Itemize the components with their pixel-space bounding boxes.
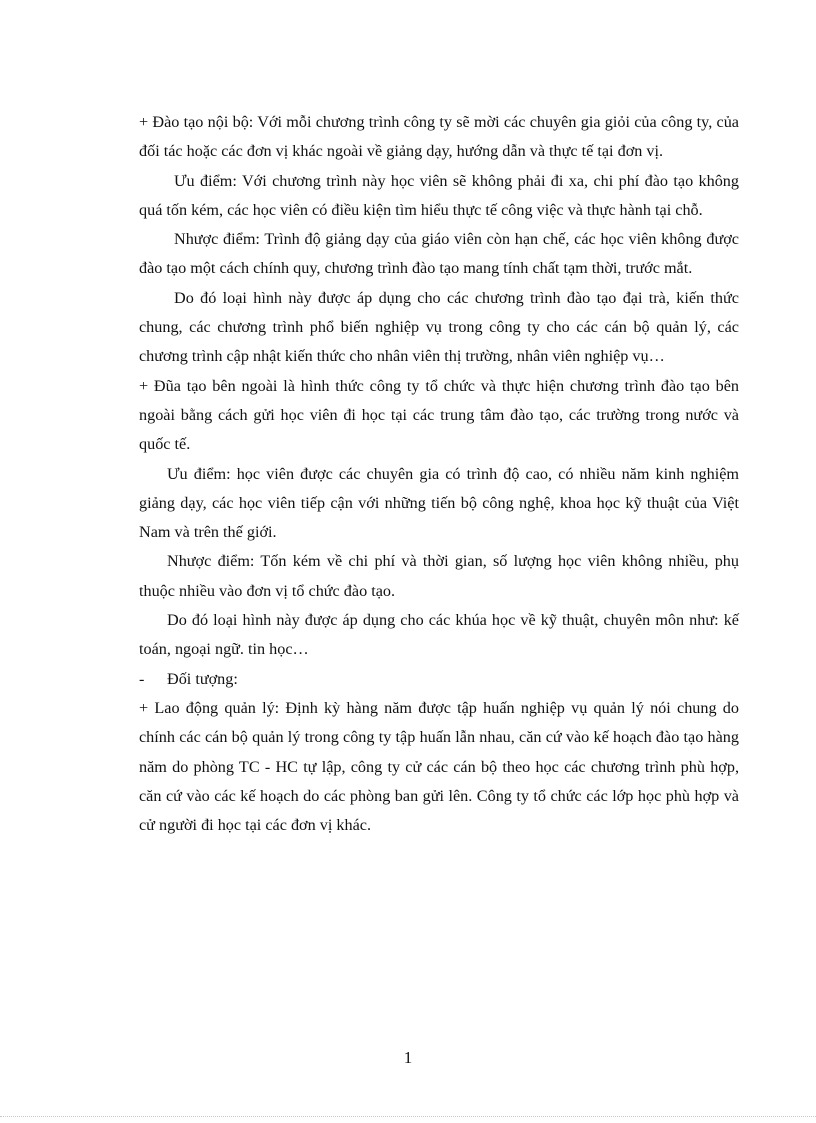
list-item-subjects — [139, 665, 739, 694]
page-number: 1 — [403, 1048, 413, 1067]
paragraph-internal-training: + Đào tạo nội bộ: Với mỗi chương trình công ty sẽ mời các chuyên gia giỏi của công ty, của đối tác hoặc các đơn vị khác ngoài về giảng dạy, hướng dẫn và thực tế tại đơn vị. — [139, 113, 739, 161]
dash-bullet: - — [139, 669, 145, 688]
paragraph-external-training: + Đũa tạo bên ngoài là hình thức công ty tổ chức và thực hiện chương trình đào tạo bên ngoài bằng cách gửi học viên đi học tại các trung tâm đào tạo, các trường trong nước và quốc tế. — [139, 376, 739, 454]
paragraph-management-labor: + Lao động quản lý: Định kỳ hàng năm được tập huấn nghiệp vụ quản lý nói chung do chính các cán bộ quản lý trong công ty tập huấn lẫn nhau, căn cứ vào kế hoạch đào tạo hàng năm do phòng TC - HC tự lập, công ty cử các cán bộ theo học các chương trình phù hợp, căn cứ vào các kế hoạch do các phòng ban gửi lên. Công ty tổ chức các lớp học phù hợp và cử người đi học tại các đơn vị khác. — [139, 698, 739, 835]
paragraph-internal-advantages: Ưu điểm: Với chương trình này học viên sẽ không phải đi xa, chi phí đào tạo không quá tốn kém, các học viên có điều kiện tìm hiểu thực tế công việc và thực hành tại chỗ. — [139, 171, 739, 219]
list-item-subjects-label: Đối tượng: — [167, 669, 238, 688]
page-bottom-divider — [0, 1116, 816, 1117]
paragraph-external-disadvantages: Nhược điểm: Tốn kém về chi phí và thời gian, số lượng học viên không nhiều, phụ thuộc nhiều vào đơn vị tổ chức đào tạo. — [139, 552, 739, 600]
paragraph-internal-application: Do đó loại hình này được áp dụng cho các chương trình đào tạo đại trà, kiến thức chung, các chương trình phổ biến nghiệp vụ trong công ty cho các cán bộ quản lý, các chương trình cập nhật kiến thức cho nhân viên thị trường, nhân viên nghiệp vụ… — [139, 288, 739, 366]
document-body — [139, 108, 739, 840]
paragraph-external-advantages: Ưu điểm: học viên được các chuyên gia có trình độ cao, có nhiều năm kinh nghiệm giảng dạy, các học viên tiếp cận với những tiến bộ công nghệ, khoa học kỹ thuật của Việt Nam và trên thế giới. — [139, 464, 739, 542]
paragraph-internal-disadvantages: Nhược điểm: Trình độ giảng dạy của giáo viên còn hạn chế, các học viên không được đào tạo một cách chính quy, chương trình đào tạo mang tính chất tạm thời, trước mắt. — [139, 230, 739, 278]
paragraph-external-application: Do đó loại hình này được áp dụng cho các khúa học về kỹ thuật, chuyên môn như: kế toán, ngoại ngữ. tin học… — [139, 611, 739, 659]
